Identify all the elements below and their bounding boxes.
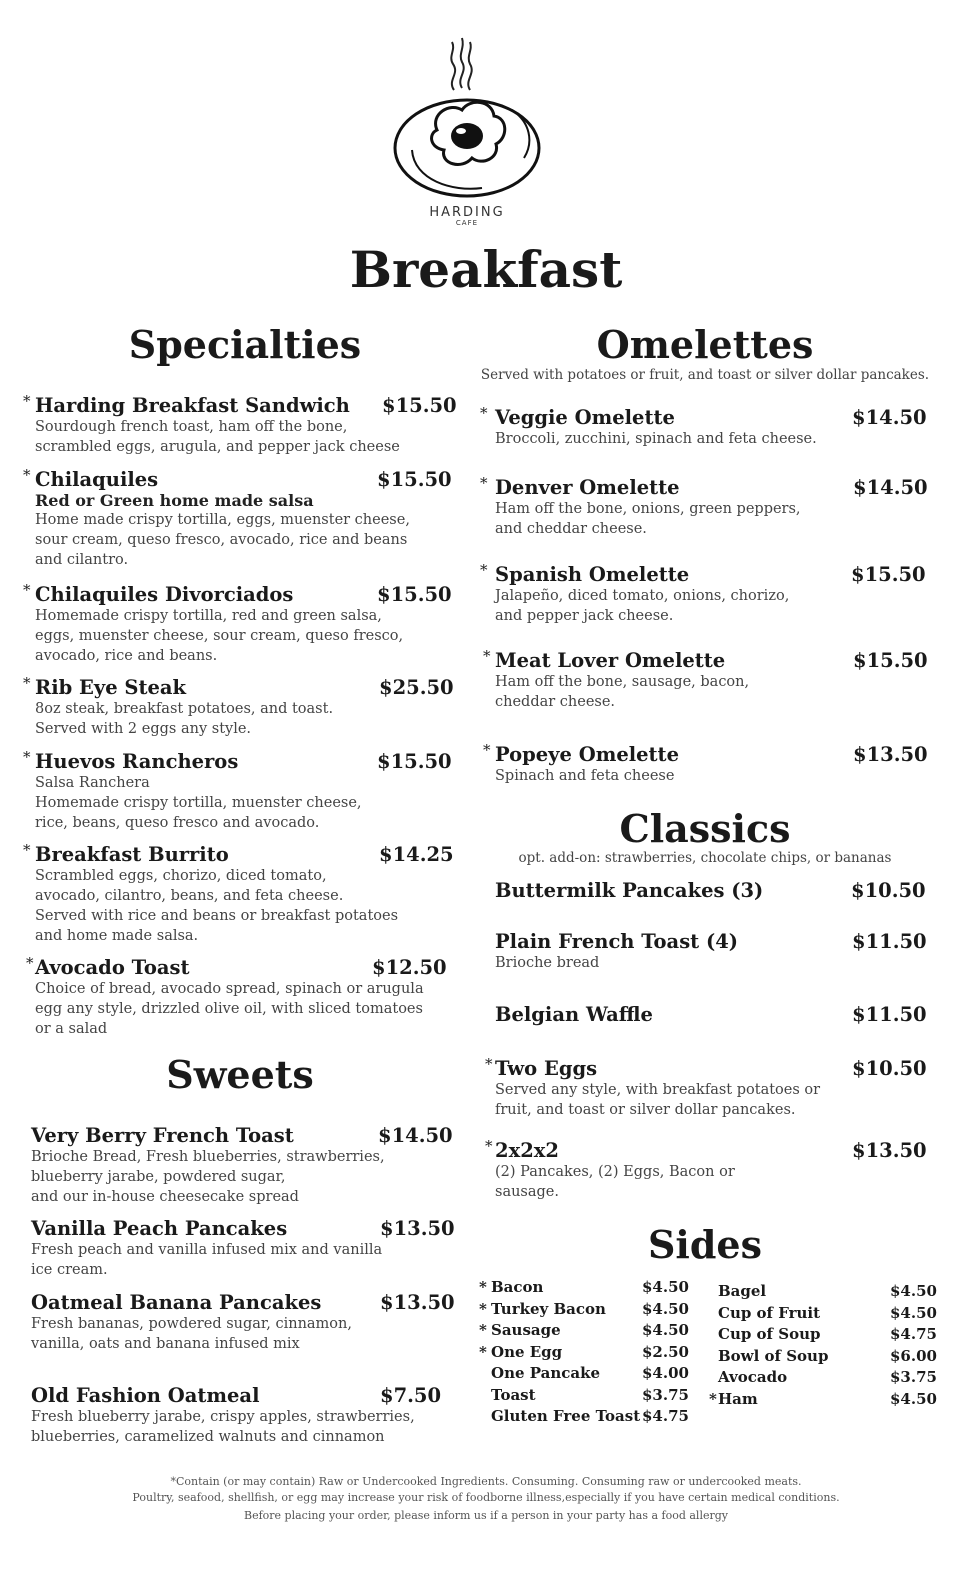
raw-ingredient-marker: * [479, 1342, 487, 1361]
menu-item [480, 404, 927, 449]
side-item-name: One Egg [491, 1342, 563, 1361]
side-item-price: $4.75 [642, 1407, 689, 1425]
side-item-price: $4.75 [890, 1325, 937, 1343]
menu-item [485, 1137, 927, 1202]
raw-ingredient-marker: * [479, 1278, 487, 1296]
menu-item [23, 674, 454, 739]
side-item-name: Cup of Fruit [718, 1303, 821, 1322]
menu-item-name: Chilaquiles [35, 468, 159, 491]
menu-item-price: $10.50 [851, 879, 926, 902]
menu-item-price: $15.50 [377, 468, 452, 491]
menu-item-description: Scrambled eggs, chorizo, diced tomato, [35, 868, 327, 884]
menu-item-description: Salsa Ranchera [35, 775, 150, 791]
menu-item-price: $25.50 [379, 676, 454, 699]
menu-item-name: Avocado Toast [35, 956, 190, 979]
footer-line-3: Before placing your order, please inform us if a person in your party has a food allergy [244, 1509, 728, 1522]
side-item-price: $4.00 [642, 1364, 689, 1382]
menu-item-name: Buttermilk Pancakes (3) [495, 879, 764, 902]
side-item-price: $4.50 [890, 1389, 937, 1408]
menu-item-description: Jalapeño, diced tomato, onions, chorizo, [495, 588, 790, 604]
side-item-price: $3.75 [890, 1368, 937, 1386]
raw-ingredient-marker: * [479, 1321, 487, 1339]
menu-item-price: $15.50 [377, 583, 452, 606]
side-item-name: Bowl of Soup [718, 1346, 829, 1365]
menu-item-name: Plain French Toast (4) [495, 930, 738, 953]
menu-item-description: scrambled eggs, arugula, and pepper jack cheese [35, 439, 400, 455]
menu-item-description: and our in-house cheesecake spread [31, 1189, 299, 1205]
menu-item [480, 474, 928, 539]
menu-item [23, 466, 452, 570]
side-item-name: Avocado [718, 1368, 788, 1386]
specialties-title: Specialties [128, 322, 362, 367]
menu-item-description: sour cream, queso fresco, avocado, rice and beans [35, 532, 408, 548]
menu-item [495, 1003, 927, 1026]
side-item-price: $3.75 [642, 1385, 689, 1404]
raw-ingredient-marker: * [23, 392, 31, 410]
menu-item-description: fruit, and toast or silver dollar pancakes. [495, 1102, 796, 1118]
menu-item-description: Broccoli, zucchini, spinach and feta cheese. [495, 431, 817, 447]
sweets-title: Sweets [166, 1052, 314, 1097]
menu-item [23, 581, 452, 666]
menu-item-price: $11.50 [852, 1003, 927, 1026]
menu-item-description: Brioche bread [495, 955, 600, 971]
menu-item-price: $13.50 [852, 1139, 927, 1162]
menu-item-description: Ham off the bone, onions, green peppers, [495, 501, 801, 517]
raw-ingredient-marker: * [485, 1137, 493, 1155]
menu-item-description: vanilla, oats and banana infused mix [31, 1336, 300, 1352]
side-item-price: $2.50 [642, 1342, 689, 1361]
raw-ingredient-marker: * [483, 647, 491, 665]
side-item-name: Gluten Free Toast [491, 1407, 641, 1425]
menu-item [26, 954, 447, 1039]
raw-ingredient-marker: * [485, 1055, 493, 1073]
menu-item-description: Homemade crispy tortilla, red and green salsa, [35, 608, 382, 624]
menu-item-description: Fresh peach and vanilla infused mix and vanilla [31, 1242, 383, 1258]
menu-item-description: Fresh bananas, powdered sugar, cinnamon, [31, 1316, 352, 1332]
menu-item-name: Two Eggs [495, 1057, 598, 1080]
side-item-price: $4.50 [890, 1303, 937, 1322]
menu-item-price: $11.50 [852, 930, 927, 953]
menu-item-description: Choice of bread, avocado spread, spinach or arugula [35, 981, 424, 997]
menu-item-description: blueberry jarabe, powdered sugar, [31, 1169, 286, 1185]
menu-item-name: Meat Lover Omelette [495, 649, 726, 672]
menu-item-price: $14.50 [852, 406, 927, 429]
raw-ingredient-marker: * [483, 741, 491, 759]
menu-item-description: and pepper jack cheese. [495, 608, 674, 624]
menu-item-description: Sourdough french toast, ham off the bone, [35, 419, 348, 435]
menu-item-name: Denver Omelette [495, 476, 680, 499]
menu-item-description: avocado, cilantro, beans, and feta cheese. [35, 888, 344, 904]
menu-item [495, 930, 927, 973]
menu-item [23, 841, 454, 946]
menu-item-price: $14.25 [379, 843, 454, 866]
menu-item-description: sausage. [495, 1184, 559, 1200]
side-item-name: One Pancake [491, 1364, 601, 1382]
raw-ingredient-marker: * [23, 841, 31, 859]
menu-item-description: blueberries, caramelized walnuts and cinnamon [31, 1429, 385, 1445]
menu-item-name: Harding Breakfast Sandwich [35, 394, 350, 417]
raw-ingredient-marker: * [23, 748, 31, 766]
menu-item-description: eggs, muenster cheese, sour cream, queso fresco, [35, 628, 404, 644]
menu-item-description: Spinach and feta cheese [495, 768, 675, 784]
menu-item-price: $12.50 [372, 956, 447, 979]
menu-item-price: $15.50 [853, 649, 928, 672]
menu-item [31, 1384, 442, 1447]
menu-item-description: (2) Pancakes, (2) Eggs, Bacon or [495, 1164, 735, 1180]
brand-sub-label: CAFE [455, 219, 479, 227]
menu-item-name: Very Berry French Toast [31, 1124, 294, 1147]
menu-item-description: and cheddar cheese. [495, 521, 647, 537]
brand-name [392, 205, 542, 227]
menu-item [495, 879, 926, 902]
menu-item-description: Served any style, with breakfast potatoes or [495, 1082, 821, 1098]
menu-item-description: Served with rice and beans or breakfast potatoes [35, 908, 399, 924]
side-item-price: $6.00 [890, 1346, 937, 1365]
side-item-name: Bacon [491, 1278, 544, 1296]
side-item-price: $4.50 [642, 1278, 689, 1296]
raw-ingredient-marker: * [26, 954, 34, 972]
menu-item-name: Huevos Rancheros [35, 750, 239, 773]
menu-item-description: 8oz steak, breakfast potatoes, and toast. [35, 701, 334, 717]
omelettes-subtitle: Served with potatoes or fruit, and toast or silver dollar pancakes. [480, 367, 930, 383]
footer-line-2: Poultry, seafood, shellfish, or egg may increase your risk of foodborne illness,especially if you have certain medical conditions. [132, 1491, 840, 1504]
classics-title: Classics [619, 806, 791, 851]
side-item-name: Bagel [718, 1282, 767, 1300]
page-title: Breakfast [349, 240, 623, 299]
footer-line-1: *Contain (or may contain) Raw or Undercooked Ingredients. Consuming. Consuming raw or undercooked meats. [170, 1475, 802, 1488]
menu-item-name: Breakfast Burrito [35, 843, 229, 866]
menu-item-name: Veggie Omelette [495, 406, 675, 429]
menu-item-price: $13.50 [380, 1291, 455, 1314]
menu-item-name: Spanish Omelette [495, 563, 690, 586]
menu-item-price: $15.50 [377, 750, 452, 773]
menu-item-price: $14.50 [378, 1124, 453, 1147]
menu-item-name: Vanilla Peach Pancakes [31, 1217, 288, 1240]
menu-item [485, 1055, 927, 1120]
classics-subtitle: opt. add-on: strawberries, chocolate chips, or bananas [518, 850, 892, 866]
menu-item-price: $15.50 [382, 394, 457, 417]
side-item-name: Cup of Soup [718, 1325, 821, 1343]
menu-item-description: Brioche Bread, Fresh blueberries, strawberries, [31, 1149, 385, 1165]
menu-item-description: cheddar cheese. [495, 694, 616, 710]
menu-item-price: $13.50 [380, 1217, 455, 1240]
raw-ingredient-marker: * [480, 474, 488, 492]
raw-ingredient-marker: * [23, 466, 31, 484]
menu-item-description: egg any style, drizzled olive oil, with sliced tomatoes [35, 1001, 423, 1017]
raw-ingredient-marker: * [709, 1389, 717, 1408]
menu-item-description: or a salad [35, 1021, 108, 1037]
menu-item-name: Chilaquiles Divorciados [35, 583, 294, 606]
menu-item-description: Homemade crispy tortilla, muenster cheese, [35, 795, 362, 811]
menu-item-description: Fresh blueberry jarabe, crispy apples, strawberries, [31, 1409, 415, 1425]
side-item-name: Toast [491, 1385, 536, 1404]
menu-item-description: ice cream. [31, 1262, 108, 1278]
side-item-name: Turkey Bacon [491, 1299, 606, 1318]
menu-item [31, 1124, 453, 1207]
menu-item-name: Belgian Waffle [495, 1003, 653, 1026]
side-item-price: $4.50 [642, 1299, 689, 1318]
raw-ingredient-marker: * [480, 404, 488, 422]
side-item-price: $4.50 [890, 1282, 937, 1300]
raw-ingredient-marker: * [23, 674, 31, 692]
menu-item [483, 741, 928, 786]
menu-item-description: Home made crispy tortilla, eggs, muenster cheese, [35, 512, 410, 528]
menu-item-name: Rib Eye Steak [35, 676, 187, 699]
menu-item [483, 647, 928, 712]
menu-item [23, 748, 452, 833]
brand-label: HARDING [429, 205, 505, 220]
menu-item [23, 392, 457, 457]
menu-item-description: Served with 2 eggs any style. [35, 721, 252, 737]
menu-item-price: $13.50 [853, 743, 928, 766]
menu-item-price: $14.50 [853, 476, 928, 499]
menu-item-description: Ham off the bone, sausage, bacon, [495, 674, 750, 690]
menu-item-price: $7.50 [380, 1384, 442, 1407]
menu-item [31, 1217, 455, 1280]
menu-item-name: Popeye Omelette [495, 743, 679, 766]
omelettes-title: Omelettes [596, 322, 814, 367]
side-item-price: $4.50 [642, 1321, 689, 1339]
fried-egg-plate-icon [392, 30, 542, 210]
menu-item-description: and cilantro. [35, 552, 129, 568]
raw-ingredient-marker: * [23, 581, 31, 599]
menu-item [31, 1291, 455, 1354]
menu-item-name: Old Fashion Oatmeal [31, 1384, 260, 1407]
menu-item [480, 561, 926, 626]
menu-item-name: 2x2x2 [495, 1139, 559, 1162]
menu-item-subtitle: Red or Green home made salsa [35, 491, 314, 510]
side-item-name: Ham [718, 1389, 758, 1408]
side-item-name: Sausage [491, 1321, 561, 1339]
menu-item-name: Oatmeal Banana Pancakes [31, 1291, 322, 1314]
menu-item-price: $10.50 [852, 1057, 927, 1080]
menu-item-description: and home made salsa. [35, 928, 199, 944]
menu-item-description: avocado, rice and beans. [35, 648, 218, 664]
menu-item-description: rice, beans, queso fresco and avocado. [35, 815, 320, 831]
raw-ingredient-marker: * [479, 1299, 487, 1318]
sides-title: Sides [647, 1222, 763, 1267]
menu-item-price: $15.50 [851, 563, 926, 586]
raw-ingredient-marker: * [480, 561, 488, 579]
